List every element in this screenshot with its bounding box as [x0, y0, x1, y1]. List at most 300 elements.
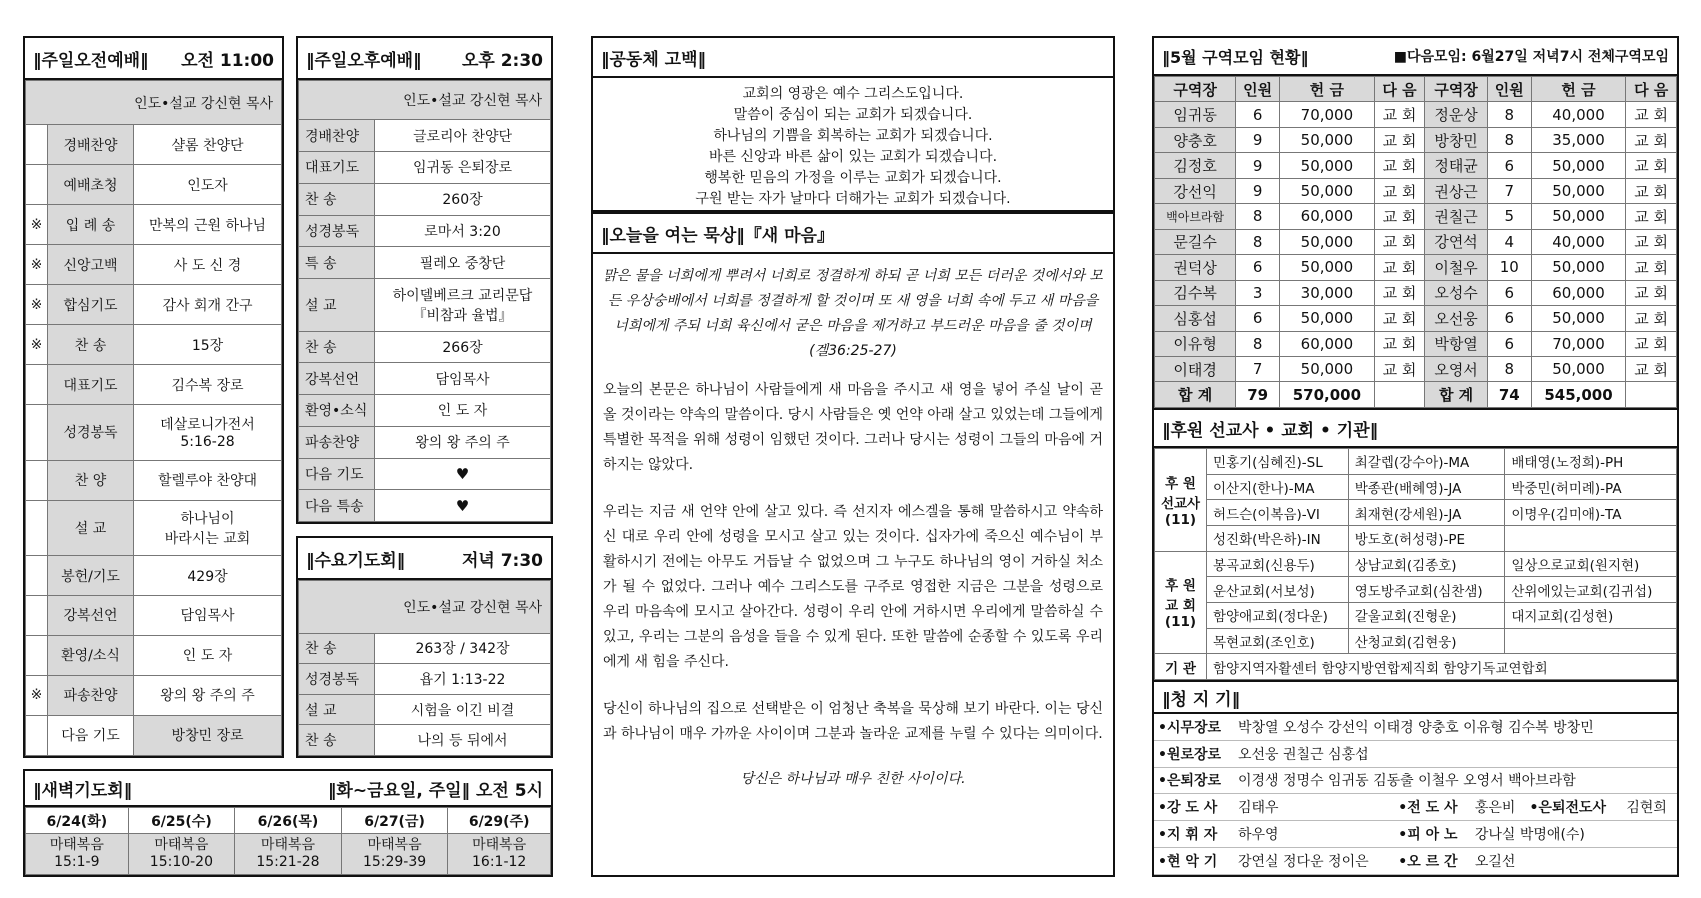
- support-missionary-cell: 민홍기(심혜진)-SL: [1207, 449, 1349, 475]
- district-row: [1155, 102, 1677, 127]
- morning-row: [26, 365, 282, 405]
- morning-row: [26, 715, 282, 755]
- support-missionary-row: [1155, 449, 1677, 475]
- meditation-paragraph-2: 우리는 지금 새 언약 안에 살고 있다. 즉 선지자 에스겔을 통해 말씀하시고 약속하신 대로 우리 안에 성령을 모시고 살고 있는 것이다. 십자가에 죽으신 예수님이 부활하시기 전에는 아무도 거듭날 수 없었으며 그 누구도 하나님의 영이 거하실 처소가 될 수 없었다. 그러나 예수 그리스도를 구주로 영접한 지금은 그분을 성령으로 우리 마음속에 모시고 살아간다. 성령이 우리 안에 거하시면 우리에게 말씀하실 수 있고, 우리는 그분의 음성을 들을 수 있게 된다. 또한 말씀에 순종할 수 있도록 우리에게 새 힘을 주신다.: [603, 504, 1103, 670]
- afternoon-row: [299, 247, 551, 279]
- morning-label: 환영/소식: [48, 635, 134, 675]
- staff-row: [1154, 848, 1677, 875]
- morning-row: [26, 285, 282, 325]
- staff-names: 강연실 정다운 정이은: [1234, 848, 1394, 875]
- district-cell: 권칠근: [1425, 204, 1488, 229]
- district-cell: 교 회: [1374, 306, 1425, 331]
- afternoon-label: 설 교: [299, 279, 375, 332]
- support-church-cell: 영도방주교회(심찬샘): [1348, 577, 1505, 603]
- afternoon-value-line: 로마서 3:20: [424, 223, 501, 240]
- morning-row: [26, 405, 282, 461]
- dawn-reading: [128, 834, 235, 875]
- district-cell: 40,000: [1531, 102, 1626, 127]
- morning-mark: ※: [26, 675, 48, 715]
- dawn-schedule: ‖화~금요일, 주일‖ 오전 5시: [327, 780, 543, 801]
- district-cell: 심홍섭: [1155, 306, 1236, 331]
- morning-row: [26, 325, 282, 365]
- morning-value: [134, 556, 282, 596]
- morning-order-table: [25, 80, 282, 756]
- afternoon-value-line-2: 『비참과 율법』: [412, 307, 513, 324]
- wednesday-row: [299, 725, 551, 756]
- morning-value-line-2: 바라시는 교회: [164, 530, 251, 547]
- district-cell: 교 회: [1626, 255, 1677, 280]
- confession-lines: [593, 78, 1113, 210]
- confession-line: 바른 신앙과 바른 삶이 있는 교회가 되겠습니다.: [708, 149, 998, 165]
- morning-value: [134, 325, 282, 365]
- morning-mark: [26, 125, 48, 165]
- afternoon-value-line: 하이델베르크 교리문답: [392, 287, 533, 304]
- staff-names: 하우영: [1234, 821, 1394, 848]
- meditation-body: [593, 254, 1113, 792]
- staff-title: ‖청 지 기‖: [1162, 689, 1241, 710]
- district-col-header: 인원: [1487, 77, 1531, 102]
- staff-box: [1152, 682, 1679, 877]
- dawn-reading: [235, 834, 342, 875]
- morning-value: [134, 715, 282, 755]
- morning-mark: ※: [26, 205, 48, 245]
- district-cell: 임귀동: [1155, 102, 1236, 127]
- staff-role: •지 휘 자: [1154, 821, 1234, 848]
- district-row: [1155, 127, 1677, 152]
- district-cell: 70,000: [1531, 331, 1626, 356]
- district-cell: 50,000: [1280, 229, 1375, 254]
- district-total-cell: [1626, 382, 1677, 408]
- district-cell: 10: [1487, 255, 1531, 280]
- morning-time: 오전 11:00: [181, 50, 274, 71]
- meditation-paragraph-1: 오늘의 본문은 하나님이 사람들에게 새 마음을 주시고 새 영을 넣어 주실 날이 곧 올 것이라는 약속의 말씀이다. 당시 사람들은 옛 언약 아래 살고 있었는데 그들에게 특별한 목적을 위해 성령이 임했던 것이다. 그러나 당시는 성령이 그들의 마음에 거하지는 않았다.: [603, 382, 1103, 473]
- meditation-paragraph-3: 당신이 하나님의 집으로 선택받은 이 엄청난 축복을 묵상해 보기 바란다. 이는 당신과 하나님이 매우 가까운 사이이며 그분과 놀라운 교제를 누릴 수 있다는 의미이다.: [603, 701, 1103, 742]
- staff-role: •피 아 노: [1394, 821, 1471, 848]
- afternoon-value: [375, 247, 551, 279]
- wednesday-value: 나의 등 뒤에서: [375, 725, 551, 756]
- dawn-verse: 15:29-39: [362, 854, 427, 870]
- meditation-header: [593, 212, 1113, 254]
- district-cell: 8: [1236, 331, 1280, 356]
- afternoon-label: 경배찬양: [299, 120, 375, 152]
- district-cell: 9: [1236, 178, 1280, 203]
- morning-row: [26, 635, 282, 675]
- afternoon-row: [299, 395, 551, 427]
- dawn-day: 6/27(금): [341, 808, 448, 834]
- district-col-header: 다 음: [1374, 77, 1425, 102]
- district-cell: 6: [1487, 153, 1531, 178]
- morning-row: [26, 245, 282, 285]
- confession-line: 말씀이 중심이 되는 교회가 되겠습니다.: [733, 107, 973, 123]
- afternoon-time: 오후 2:30: [461, 50, 543, 71]
- morning-label: 합심기도: [48, 285, 134, 325]
- district-cell: 오성수: [1425, 280, 1488, 305]
- morning-row: [26, 595, 282, 635]
- morning-label: 성경봉독: [48, 405, 134, 461]
- support-institution-label: 기 관: [1155, 654, 1207, 680]
- morning-value: [134, 595, 282, 635]
- afternoon-title: ‖주일오후예배‖: [306, 50, 422, 71]
- morning-value: [134, 365, 282, 405]
- support-missionary-row: [1155, 525, 1677, 551]
- afternoon-value: [375, 331, 551, 363]
- district-cell: 정운상: [1425, 102, 1488, 127]
- district-cell: 8: [1487, 102, 1531, 127]
- morning-label: 예배초청: [48, 165, 134, 205]
- district-cell: 4: [1487, 229, 1531, 254]
- district-cell: 백아브라함: [1155, 204, 1236, 229]
- wednesday-value: 욥기 1:13-22: [375, 664, 551, 695]
- district-cell: 5: [1487, 204, 1531, 229]
- district-cell: 6: [1487, 306, 1531, 331]
- district-row: [1155, 204, 1677, 229]
- morning-value-line: 감사 회개 간구: [162, 297, 253, 314]
- wednesday-order-table: [298, 580, 551, 756]
- morning-value: [134, 500, 282, 556]
- staff-role: •강 도 사: [1154, 794, 1234, 821]
- support-header: [1154, 410, 1677, 448]
- staff-role: •은퇴장로: [1154, 767, 1234, 794]
- confession-header: [593, 38, 1113, 78]
- district-cell: 교 회: [1626, 331, 1677, 356]
- morning-label: 입 례 송: [48, 205, 134, 245]
- district-total-cell: 545,000: [1531, 382, 1626, 408]
- morning-mark: [26, 635, 48, 675]
- support-church-label-line: 후 원: [1165, 578, 1196, 595]
- district-header-row: [1155, 77, 1677, 102]
- district-cell: 6: [1487, 331, 1531, 356]
- district-title: ‖5월 구역모임 현황‖: [1162, 47, 1309, 67]
- morning-label: 경배찬양: [48, 125, 134, 165]
- meditation-box: [591, 212, 1115, 877]
- afternoon-value: [375, 183, 551, 215]
- staff-names: 강나실 박명애(수): [1471, 821, 1677, 848]
- dawn-verse: 15:1-9: [54, 854, 100, 870]
- support-church-cell: 목현교회(조인호): [1207, 628, 1349, 654]
- morning-row: [26, 556, 282, 596]
- staff-role: •은퇴전도사: [1525, 794, 1622, 821]
- morning-value-line: 김수복 장로: [171, 377, 244, 394]
- district-cell: 50,000: [1531, 178, 1626, 203]
- morning-value-line: 데살로니가전서: [160, 417, 255, 434]
- district-total-cell: 74: [1487, 382, 1531, 408]
- morning-value-line: 인도자: [187, 177, 228, 194]
- dawn-verse: 15:10-20: [149, 854, 213, 870]
- support-missionary-cell: 방도호(허성령)-PE: [1348, 525, 1505, 551]
- support-missionary-cell: 박종관(배혜영)-JA: [1348, 474, 1505, 500]
- wednesday-row: [299, 633, 551, 664]
- confession-line: 행복한 믿음의 가정을 이루는 교회가 되겠습니다.: [704, 170, 1002, 186]
- district-cell: 이유형: [1155, 331, 1236, 356]
- dawn-verse: 16:1-12: [472, 854, 527, 870]
- district-cell: 교 회: [1374, 280, 1425, 305]
- district-row: [1155, 178, 1677, 203]
- support-institution-row: [1155, 654, 1677, 680]
- staff-names: 오길선: [1471, 848, 1677, 875]
- support-church-row: [1155, 602, 1677, 628]
- wednesday-service-box: [296, 536, 553, 758]
- morning-value-line: 방창민 장로: [171, 728, 244, 745]
- wednesday-label: 찬 송: [299, 633, 375, 664]
- district-cell: 교 회: [1374, 178, 1425, 203]
- district-cell: 교 회: [1626, 102, 1677, 127]
- support-church-cell: [1505, 628, 1677, 654]
- morning-mark: [26, 405, 48, 461]
- support-missionary-label-line: 선교사: [1160, 495, 1201, 512]
- district-cell: 35,000: [1531, 127, 1626, 152]
- morning-header: [25, 38, 282, 80]
- district-cell: 교 회: [1626, 204, 1677, 229]
- morning-mark: ※: [26, 245, 48, 285]
- district-total-cell: 합 계: [1155, 382, 1236, 408]
- staff-names: 이경생 정명수 임귀동 김동출 이철우 오영서 백아브라함: [1234, 767, 1677, 794]
- morning-value-line: 15장: [191, 337, 224, 354]
- afternoon-label: 성경봉독: [299, 215, 375, 247]
- district-cell: 70,000: [1280, 102, 1375, 127]
- district-col-header: 인원: [1236, 77, 1280, 102]
- afternoon-value: [375, 490, 551, 522]
- district-row: [1155, 153, 1677, 178]
- wednesday-header: [298, 538, 551, 580]
- district-row: [1155, 356, 1677, 381]
- morning-label: 다음 기도: [48, 715, 134, 755]
- district-cell: 50,000: [1531, 153, 1626, 178]
- afternoon-label: 다음 기도: [299, 458, 375, 490]
- staff-names: 박창열 오성수 강선익 이태경 양충호 이유형 김수복 방창민: [1234, 714, 1677, 740]
- district-cell: 김수복: [1155, 280, 1236, 305]
- afternoon-value-line: 266장: [442, 339, 483, 356]
- district-total-cell: 합 계: [1425, 382, 1488, 408]
- dawn-book: 마태복음: [472, 837, 527, 853]
- afternoon-value-line: 글로리아 찬양단: [412, 128, 513, 145]
- staff-names: 김태우: [1234, 794, 1394, 821]
- afternoon-label: 찬 송: [299, 331, 375, 363]
- staff-row: [1154, 794, 1677, 821]
- morning-value-line-2: 5:16-28: [180, 434, 235, 451]
- morning-value-line: 사 도 신 경: [173, 257, 242, 274]
- wednesday-title: ‖수요기도회‖: [306, 550, 406, 571]
- dawn-day: 6/25(수): [128, 808, 235, 834]
- district-cell: 8: [1236, 204, 1280, 229]
- morning-value-line: 429장: [187, 568, 228, 585]
- dawn-day: 6/24(화): [26, 808, 129, 834]
- district-cell: 교 회: [1626, 178, 1677, 203]
- district-cell: 교 회: [1374, 153, 1425, 178]
- support-missionary-cell: 최재현(강세원)-JA: [1348, 500, 1505, 526]
- support-missionary-cell: [1505, 525, 1677, 551]
- confession-box: [591, 36, 1115, 212]
- district-cell: 6: [1236, 306, 1280, 331]
- support-missionary-cell: 허드슨(이복음)-VI: [1207, 500, 1349, 526]
- district-cell: 박항열: [1425, 331, 1488, 356]
- district-cell: 50,000: [1280, 153, 1375, 178]
- dawn-book: 마태복음: [260, 837, 316, 853]
- morning-mark: [26, 500, 48, 556]
- support-missionary-label-line: (11): [1164, 511, 1197, 528]
- afternoon-service-box: [296, 36, 553, 524]
- staff-role: •오 르 간: [1394, 848, 1471, 875]
- morning-mark: [26, 556, 48, 596]
- district-total-cell: [1374, 382, 1425, 408]
- morning-value-line: 하나님이: [180, 510, 235, 527]
- wednesday-row: [299, 694, 551, 725]
- afternoon-row: [299, 152, 551, 184]
- support-missionary-cell: 성진화(박은하)-IN: [1207, 525, 1349, 551]
- afternoon-row: [299, 331, 551, 363]
- district-cell: 강연석: [1425, 229, 1488, 254]
- morning-value: [134, 635, 282, 675]
- support-church-cell: 산위에있는교회(김귀섭): [1505, 577, 1677, 603]
- district-cell: 교 회: [1626, 280, 1677, 305]
- district-cell: 50,000: [1280, 306, 1375, 331]
- district-cell: 교 회: [1626, 153, 1677, 178]
- district-total-cell: 570,000: [1280, 382, 1375, 408]
- morning-label: 신앙고백: [48, 245, 134, 285]
- staff-names: 김현희: [1622, 794, 1677, 821]
- morning-value: [134, 675, 282, 715]
- district-cell: 강선익: [1155, 178, 1236, 203]
- afternoon-row: [299, 279, 551, 332]
- district-table: [1154, 76, 1677, 408]
- support-missionary-label-line: 후 원: [1165, 475, 1196, 492]
- district-cell: 9: [1236, 127, 1280, 152]
- district-cell: 교 회: [1374, 229, 1425, 254]
- district-cell: 정태균: [1425, 153, 1488, 178]
- district-cell: 6: [1236, 102, 1280, 127]
- district-cell: 8: [1487, 127, 1531, 152]
- meditation-title: ‖오늘을 여는 묵상‖『새 마음』: [601, 225, 834, 246]
- district-cell: 이태경: [1155, 356, 1236, 381]
- district-cell: 40,000: [1531, 229, 1626, 254]
- district-cell: 30,000: [1280, 280, 1375, 305]
- morning-label: 설 교: [48, 500, 134, 556]
- wednesday-value: 시험을 이긴 비결: [375, 694, 551, 725]
- afternoon-row: [299, 458, 551, 490]
- morning-mark: ※: [26, 285, 48, 325]
- staff-role: •원로장로: [1154, 740, 1234, 767]
- confession-line: 하나님의 기쁨을 회복하는 교회가 되겠습니다.: [713, 128, 993, 144]
- district-cell: 50,000: [1531, 356, 1626, 381]
- afternoon-row: [299, 426, 551, 458]
- district-cell: 교 회: [1374, 102, 1425, 127]
- support-church-label: [1155, 551, 1207, 654]
- staff-names: 오선웅 권칠근 심홍섭: [1234, 740, 1677, 767]
- dawn-day: 6/26(목): [235, 808, 342, 834]
- morning-service-box: [23, 36, 284, 758]
- district-cell: 교 회: [1626, 229, 1677, 254]
- district-cell: 50,000: [1531, 306, 1626, 331]
- afternoon-value: [375, 279, 551, 332]
- confession-title: ‖공동체 고백‖: [601, 49, 707, 70]
- district-cell: 7: [1236, 356, 1280, 381]
- afternoon-row: [299, 215, 551, 247]
- support-missionary-cell: 이산지(한나)-MA: [1207, 474, 1349, 500]
- district-cell: 교 회: [1374, 331, 1425, 356]
- morning-value-line: 담임목사: [180, 608, 235, 625]
- morning-value: [134, 405, 282, 461]
- morning-presider: 인도•설교 강신현 목사: [26, 81, 282, 125]
- afternoon-label: 환영•소식: [299, 395, 375, 427]
- afternoon-value: [375, 152, 551, 184]
- district-row: [1155, 280, 1677, 305]
- afternoon-label: 파송찬양: [299, 426, 375, 458]
- support-table: [1154, 448, 1677, 680]
- district-row: [1155, 229, 1677, 254]
- morning-value-line: 인 도 자: [182, 648, 233, 665]
- afternoon-row: [299, 183, 551, 215]
- dawn-header: [25, 771, 551, 807]
- morning-value: [134, 205, 282, 245]
- staff-role: •현 악 기: [1154, 848, 1234, 875]
- wednesday-label: 찬 송: [299, 725, 375, 756]
- afternoon-value-line: 인 도 자: [437, 403, 488, 420]
- morning-label: 파송찬양: [48, 675, 134, 715]
- district-cell: 교 회: [1374, 127, 1425, 152]
- dawn-reading: [26, 834, 129, 875]
- district-cell: 8: [1487, 356, 1531, 381]
- support-church-cell: 함양애교회(정다운): [1207, 602, 1349, 628]
- district-cell: 60,000: [1531, 280, 1626, 305]
- staff-row: [1154, 740, 1677, 767]
- staff-names: 홍은비: [1471, 794, 1526, 821]
- morning-row: [26, 205, 282, 245]
- support-church-cell: 대지교회(김성현): [1505, 602, 1677, 628]
- afternoon-presider: 인도•설교 강신현 목사: [299, 81, 551, 120]
- morning-row: [26, 125, 282, 165]
- support-church-cell: 운산교회(서보성): [1207, 577, 1349, 603]
- wednesday-label: 성경봉독: [299, 664, 375, 695]
- district-cell: 50,000: [1531, 204, 1626, 229]
- afternoon-label: 강복선언: [299, 363, 375, 395]
- district-cell: 오선웅: [1425, 306, 1488, 331]
- district-row: [1155, 306, 1677, 331]
- district-cell: 문길수: [1155, 229, 1236, 254]
- district-cell: 교 회: [1626, 356, 1677, 381]
- wednesday-time: 저녁 7:30: [461, 550, 543, 571]
- support-title: ‖후원 선교사 • 교회 • 기관‖: [1162, 420, 1379, 441]
- district-col-header: 다 음: [1626, 77, 1677, 102]
- morning-mark: [26, 165, 48, 205]
- morning-value-line: 만복의 근원 하나님: [148, 217, 267, 234]
- district-cell: 6: [1236, 255, 1280, 280]
- support-church-cell: 산청교회(김현웅): [1348, 628, 1505, 654]
- morning-row: [26, 460, 282, 500]
- district-cell: 교 회: [1626, 306, 1677, 331]
- staff-role: •전 도 사: [1394, 794, 1471, 821]
- meditation-closing: 당신은 하나님과 매우 친한 사이이다.: [740, 771, 966, 787]
- afternoon-row: [299, 120, 551, 152]
- afternoon-row: [299, 363, 551, 395]
- district-cell: 8: [1236, 229, 1280, 254]
- district-cell: 교 회: [1626, 127, 1677, 152]
- afternoon-label: 특 송: [299, 247, 375, 279]
- support-missionary-cell: 이명우(김미애)-TA: [1505, 500, 1677, 526]
- staff-row: [1154, 714, 1677, 740]
- afternoon-label: 다음 특송: [299, 490, 375, 522]
- district-cell: 3: [1236, 280, 1280, 305]
- dawn-book: 마태복음: [49, 837, 104, 853]
- support-box: [1152, 410, 1679, 682]
- support-missionary-cell: 배태영(노정희)-PH: [1505, 449, 1677, 475]
- district-col-header: 헌 금: [1531, 77, 1626, 102]
- morning-value: [134, 285, 282, 325]
- afternoon-value: [375, 458, 551, 490]
- afternoon-value-line: 필레오 중창단: [419, 255, 506, 272]
- morning-value-line: 할렐루야 찬양대: [157, 473, 258, 490]
- staff-role: •시무장로: [1154, 714, 1234, 740]
- district-col-header: 헌 금: [1280, 77, 1375, 102]
- afternoon-value: [375, 363, 551, 395]
